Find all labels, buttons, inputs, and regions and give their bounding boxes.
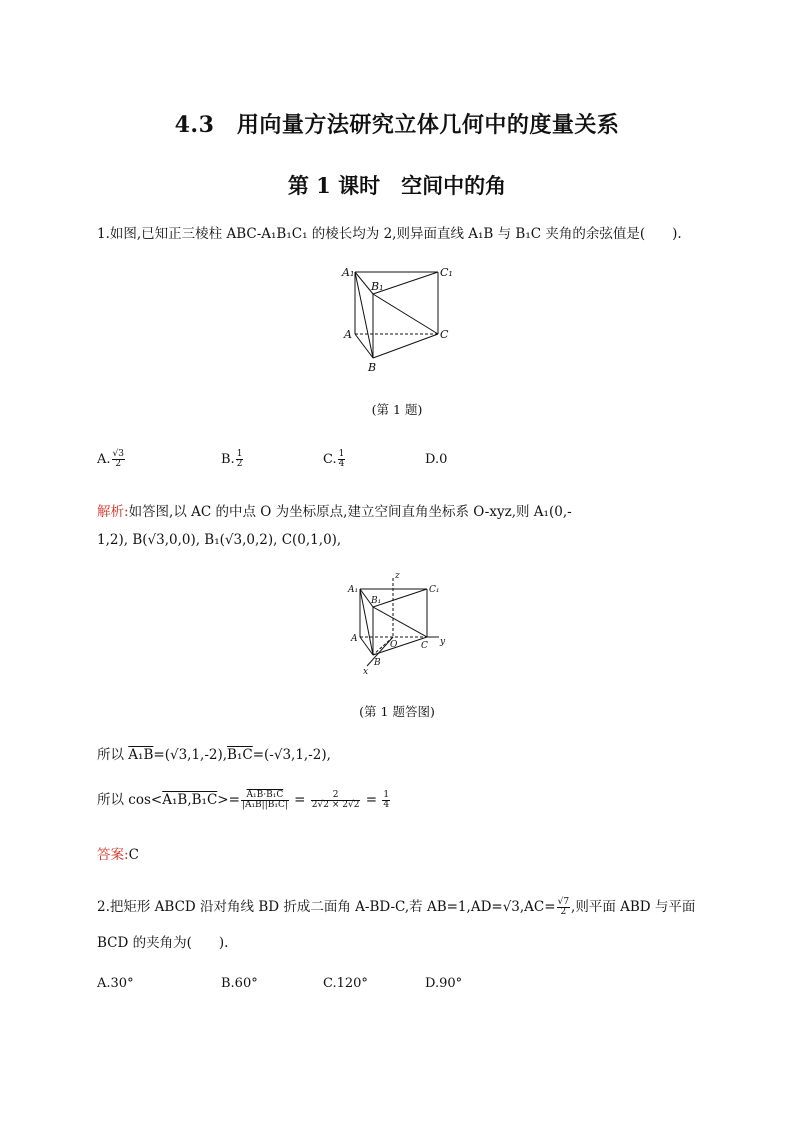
question-1-stem: 1.如图,已知正三棱柱 ABC-A₁B₁C₁ 的棱长均为 2,则异面直线 A₁B 与 B₁C 夹角的余弦值是( ). bbox=[97, 226, 682, 242]
cosine-fraction-2: $\frac{2}{2√2 \times 2√2}$ bbox=[311, 790, 360, 810]
label2-b: B bbox=[374, 658, 381, 668]
q2-option-b: B.60° bbox=[221, 976, 258, 991]
q2-option-d: D.90° bbox=[425, 976, 463, 991]
label2-z: z bbox=[395, 571, 400, 581]
question-2-stem-line-1: 2.把矩形 ABCD 沿对角线 BD 折成二面角 A-BD-C,若 AB=1,AD=√3,AC= $\frac{√7}{2}$ ,则平面 ABD 与平面 bbox=[97, 897, 696, 917]
answer-value: C bbox=[128, 847, 139, 863]
vector-a1b: A₁B bbox=[128, 747, 154, 763]
figure-1-answer-diagram bbox=[343, 570, 458, 678]
label-c: C bbox=[440, 328, 449, 341]
label-a1: A₁ bbox=[342, 266, 355, 279]
solution-label: 解析: bbox=[97, 504, 129, 520]
label2-y: y bbox=[440, 637, 446, 647]
edge-b-c bbox=[373, 334, 438, 358]
vector-b1c: B₁C bbox=[227, 747, 253, 763]
question-2-stem-line-2: BCD 的夹角为( ). bbox=[97, 935, 229, 951]
label-c1: C₁ bbox=[440, 266, 453, 279]
label2-c: C bbox=[421, 641, 428, 651]
segment-b1-c bbox=[373, 294, 438, 334]
label-b1: B₁ bbox=[371, 280, 384, 293]
cosine-fraction-3: $\frac{1}{4}$ bbox=[383, 790, 390, 810]
cosine-fraction-1: $\frac{\text{A₁B·B₁C}}{\text{|A₁B||B₁C|}}$ bbox=[241, 790, 288, 810]
q2-option-c: C.120° bbox=[323, 976, 368, 991]
figure-1-answer-caption: (第 1 题答图) bbox=[359, 704, 435, 719]
label2-a1: A₁ bbox=[348, 585, 359, 595]
cosine-line: 所以 cos<A₁B,B₁C>= $\frac{\text{A₁B·B₁C}}{\text{|A₁B||B₁C|}}$ = $\frac{2}{2√2 \times 2√2}$ = $\frac{1}{4}$ bbox=[97, 790, 390, 810]
solution-line-2: 1,2), B(√3,0,0), B₁(√3,0,2), C(0,1,0), bbox=[97, 532, 342, 548]
option-c: C. $\frac{1}{4}$ bbox=[323, 449, 345, 469]
option-a: A. $\frac{√3}{2}$ bbox=[97, 449, 124, 469]
label2-b1: B₁ bbox=[371, 596, 382, 606]
label2-a: A bbox=[351, 634, 358, 644]
label-b: B bbox=[368, 361, 377, 374]
option-d: D.0 bbox=[425, 452, 448, 467]
label2-x: x bbox=[363, 667, 369, 677]
solution-line-1: 解析:如答图,以 AC 的中点 O 为坐标原点,建立空间直角坐标系 O-xyz,则 A₁(0,- bbox=[97, 504, 572, 520]
lesson-subtitle: 第 1 课时 空间中的角 bbox=[287, 173, 507, 198]
answer-label: 答案: bbox=[97, 847, 129, 863]
section-title: 4.3 用向量方法研究立体几何中的度量关系 bbox=[174, 112, 620, 138]
label-a: A bbox=[344, 328, 352, 341]
label2-o: O bbox=[390, 640, 398, 650]
label2-c1: C₁ bbox=[429, 585, 440, 595]
answer-line bbox=[97, 845, 717, 865]
vector-line: 所以 A₁B=(√3,1,-2),B₁C=(-√3,1,-2), bbox=[97, 747, 331, 763]
figure-1-prism bbox=[335, 262, 465, 377]
q2-option-a: A.30° bbox=[97, 976, 134, 991]
figure-1-caption: (第 1 题) bbox=[371, 402, 423, 417]
option-b: B. $\frac{1}{2}$ bbox=[221, 449, 243, 469]
